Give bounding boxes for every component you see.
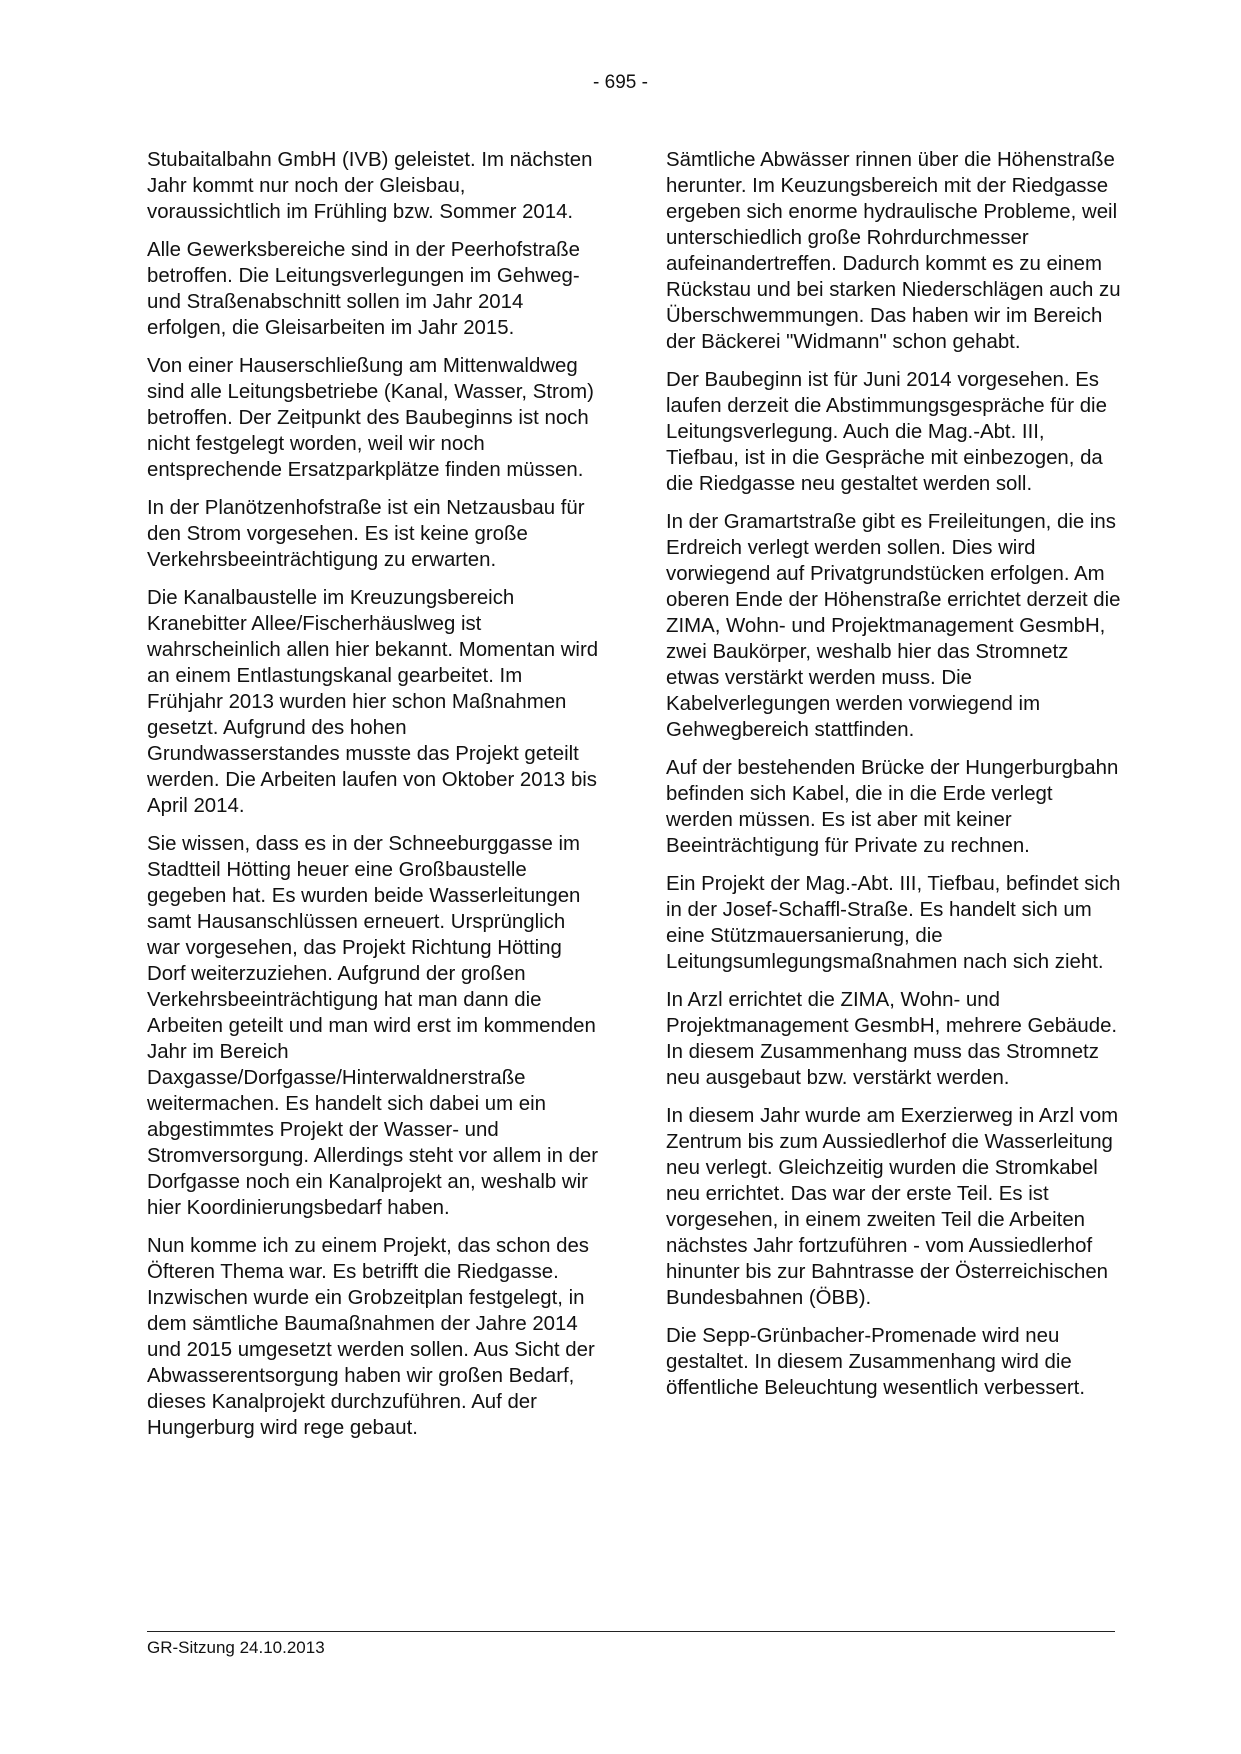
paragraph: Auf der bestehenden Brücke der Hungerburgbahn befinden sich Kabel, die in die Erde verlegt werden müssen. Es ist aber mit keiner Beeinträchtigung für Private zu rechnen. bbox=[666, 757, 1119, 857]
paragraph: Alle Gewerksbereiche sind in der Peerhofstraße betroffen. Die Leitungsverlegungen im Gehweg- und Straßenabschnitt sollen im Jahr 2014 erfolgen, die Gleisarbeiten im Jahr 2015. bbox=[147, 239, 580, 339]
paragraph: Die Kanalbaustelle im Kreuzungsbereich Kranebitter Allee/Fischerhäuslweg ist wahrscheinlich allen hier bekannt. Momentan wird an einem Entlastungskanal gearbeitet. Im Frühjahr 2013 wurden hier schon Maßnahmen gesetzt. Aufgrund des hohen Grundwasserstandes musste das Projekt geteilt werden. Die Arbeiten laufen von Oktober 2013 bis April 2014. bbox=[147, 587, 599, 817]
paragraph: Der Baubeginn ist für Juni 2014 vorgesehen. Es laufen derzeit die Abstimmungsgespräche für die Leitungsverlegung. Auch die Mag.-Abt. III, Tiefbau, ist in die Gespräche mit einbezogen, da die Riedgasse neu gestaltet werden soll. bbox=[666, 369, 1107, 495]
paragraph: In der Planötzenhofstraße ist ein Netzausbau für den Strom vorgesehen. Es ist keine große Verkehrsbeeinträchtigung zu erwarten. bbox=[147, 497, 585, 571]
paragraph: Stubaitalbahn GmbH (IVB) geleistet. Im nächsten Jahr kommt nur noch der Gleisbau, voraussichtlich im Frühling bzw. Sommer 2014. bbox=[147, 149, 593, 223]
paragraph: Von einer Hauserschließung am Mittenwaldweg sind alle Leitungsbetriebe (Kanal, Wasser, Strom) betroffen. Der Zeitpunkt des Baubeginns ist noch nicht festgelegt worden, weil wir noch entsprechende Ersatzparkplätze finden müssen. bbox=[147, 355, 594, 481]
paragraph: Ein Projekt der Mag.-Abt. III, Tiefbau, befindet sich in der Josef-Schaffl-Straße. Es handelt sich um eine Stützmauersanierung, die Leitungsumlegungsmaßnahmen nach sich zieht. bbox=[666, 873, 1121, 973]
paragraph: In diesem Jahr wurde am Exerzierweg in Arzl vom Zentrum bis zum Aussiedlerhof die Wasserleitung neu verlegt. Gleichzeitig wurden die Stromkabel neu errichtet. Das war der erste Teil. Es ist vorgesehen, in einem zweiten Teil die Arbeiten nächstes Jahr fortzuführen - vom Aussiedlerhof hinunter bis zur Bahntrasse der Österreichischen Bundesbahnen (ÖBB). bbox=[666, 1105, 1119, 1309]
footer-divider bbox=[147, 1631, 1115, 1632]
footer-session-date: GR-Sitzung 24.10.2013 bbox=[147, 1638, 325, 1657]
left-column bbox=[147, 147, 603, 1453]
paragraph: Nun komme ich zu einem Projekt, das schon des Öfteren Thema war. Es betrifft die Riedgasse. Inzwischen wurde ein Grobzeitplan festgelegt, in dem sämtliche Baumaßnahmen der Jahre 2014 und 2015 umgesetzt werden sollen. Aus Sicht der Abwasserentsorgung haben wir großen Bedarf, dieses Kanalprojekt durchzuführen. Auf der Hungerburg wird rege gebaut. bbox=[147, 1235, 595, 1439]
paragraph: Sie wissen, dass es in der Schneeburggasse im Stadtteil Hötting heuer eine Großbaustelle gegeben hat. Es wurden beide Wasserleitungen samt Hausanschlüssen erneuert. Ursprünglich war vorgesehen, das Projekt Richtung Hötting Dorf weiterzuziehen. Aufgrund der großen Verkehrsbeeinträchtigung hat man dann die Arbeiten geteilt und man wird erst im kommenden Jahr im Bereich Daxgasse/Dorfgasse/Hinterwaldnerstraße weitermachen. Es handelt sich dabei um ein abgestimmtes Projekt der Wasser- und Stromversorgung. Allerdings steht vor allem in der Dorfgasse noch ein Kanalprojekt an, weshalb wir hier Koordinierungsbedarf haben. bbox=[147, 833, 599, 1219]
paragraph: In der Gramartstraße gibt es Freileitungen, die ins Erdreich verlegt werden sollen. Dies wird vorwiegend auf Privatgrundstücken erfolgen. Am oberen Ende der Höhenstraße errichtet derzeit die ZIMA, Wohn- und Projektmanagement GesmbH, zwei Baukörper, weshalb hier das Stromnetz etwas verstärkt werden muss. Die Kabelverlegungen werden vorwiegend im Gehwegbereich stattfinden. bbox=[666, 511, 1121, 741]
paragraph: In Arzl errichtet die ZIMA, Wohn- und Projektmanagement GesmbH, mehrere Gebäude. In diesem Zusammenhang muss das Stromnetz neu ausgebaut bzw. verstärkt werden. bbox=[666, 989, 1118, 1089]
right-column bbox=[666, 147, 1122, 1413]
paragraph: Sämtliche Abwässer rinnen über die Höhenstraße herunter. Im Keuzungsbereich mit der Riedgasse ergeben sich enorme hydraulische Probleme, weil unterschiedlich große Rohrdurchmesser aufeinandertreffen. Dadurch kommt es zu einem Rückstau und bei starken Niederschlägen auch zu Überschwemmungen. Das haben wir im Bereich der Bäckerei "Widmann" schon gehabt. bbox=[666, 149, 1121, 353]
page-number: - 695 - bbox=[593, 72, 648, 93]
paragraph: Die Sepp-Grünbacher-Promenade wird neu gestaltet. In diesem Zusammenhang wird die öffentliche Beleuchtung wesentlich verbessert. bbox=[666, 1325, 1086, 1399]
